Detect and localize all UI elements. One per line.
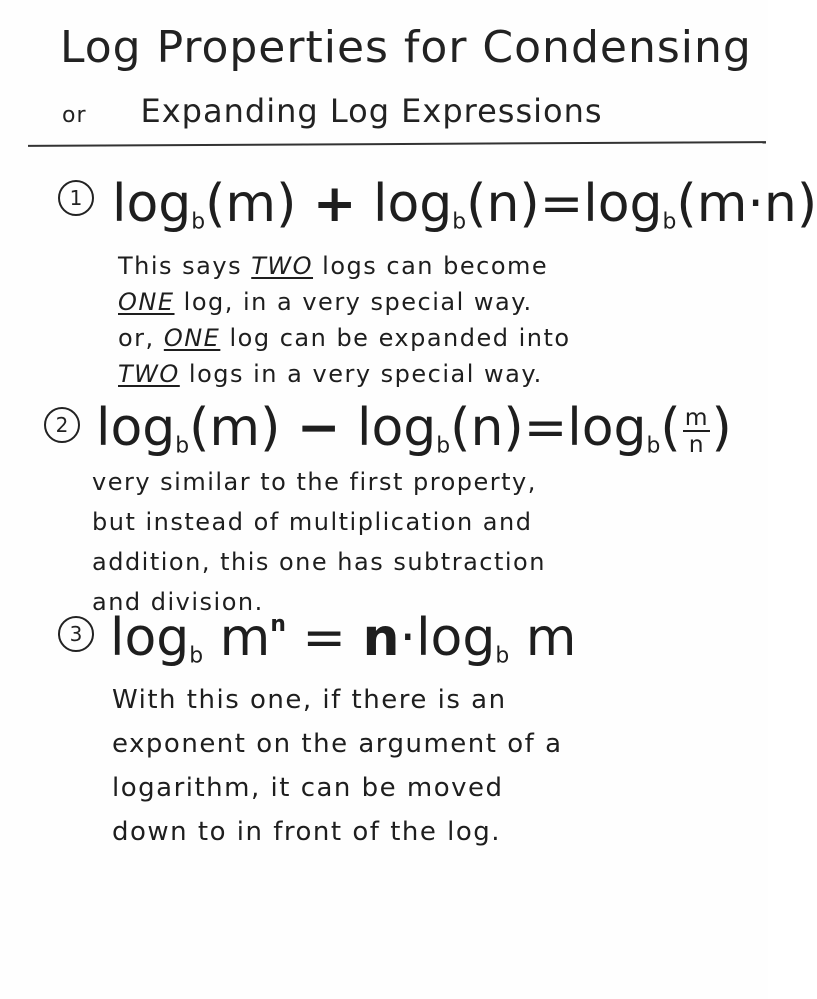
property-2-description xyxy=(92,462,546,622)
description-line: very similar to the first property, xyxy=(92,468,537,496)
formula-term: log xyxy=(112,174,192,234)
formula-term: log xyxy=(567,398,647,458)
property-1-number: 1 xyxy=(58,180,94,216)
description-text: log, in a very special way. xyxy=(183,288,533,316)
formula-base: b xyxy=(175,433,190,459)
formula-base: b xyxy=(646,433,661,459)
page-subtitle xyxy=(62,92,603,130)
formula-term: log xyxy=(373,174,453,234)
formula-arg: (m·n) xyxy=(676,174,817,234)
formula-base: b xyxy=(495,643,510,669)
formula-term: log xyxy=(416,608,496,668)
formula-base: b xyxy=(189,643,204,669)
property-1-description xyxy=(118,248,571,392)
formula-term: log xyxy=(357,398,437,458)
formula-base: b xyxy=(452,209,467,235)
minus-operator: − xyxy=(296,398,341,458)
description-line: addition, this one has subtraction xyxy=(92,548,546,576)
description-line: exponent on the argument of a xyxy=(112,729,563,759)
emphasis-word: TWO xyxy=(251,252,314,280)
property-2-formula: $\log_b(m) - \log_b(n)=\log_b$( $\frac{m}{n}$ ) xyxy=(96,398,732,459)
formula-arg: (n)= xyxy=(466,174,584,234)
plus-operator: + xyxy=(312,174,357,234)
formula-term: log xyxy=(583,174,663,234)
description-line: down to in front of the log. xyxy=(112,817,502,847)
description-text: logs in a very special way. xyxy=(188,360,543,388)
description-line xyxy=(118,248,571,284)
title-divider xyxy=(28,141,766,147)
formula-term: log xyxy=(96,398,176,458)
description-line xyxy=(118,284,571,320)
property-3-number: 3 xyxy=(58,616,94,652)
formula-arg: m xyxy=(525,608,577,668)
exponent: n xyxy=(270,611,286,637)
equals-sign: = xyxy=(302,608,346,668)
formula-arg: m xyxy=(219,608,271,668)
description-text: or, xyxy=(118,324,155,352)
formula-arg: (m) xyxy=(205,174,297,234)
description-line xyxy=(118,356,571,392)
property-1-formula xyxy=(112,174,817,235)
formula-term: log xyxy=(110,608,190,668)
property-2-number: 2 xyxy=(44,407,80,443)
subtitle-prefix: or xyxy=(62,103,87,128)
formula-base: b xyxy=(191,209,206,235)
formula-arg: (n)= xyxy=(450,398,568,458)
emphasis-word: TWO xyxy=(118,360,180,388)
subtitle-text: Expanding Log Expressions xyxy=(140,92,603,130)
fraction-numerator: m xyxy=(684,403,708,432)
description-line: With this one, if there is an xyxy=(112,685,507,715)
description-line xyxy=(118,320,571,356)
description-line: and division. xyxy=(92,588,264,616)
page-title: Log Properties for Condensing xyxy=(60,22,752,73)
coefficient: n xyxy=(362,608,400,668)
description-line: logarithm, it can be moved xyxy=(112,773,504,803)
emphasis-word: ONE xyxy=(163,324,221,352)
multiply-dot: · xyxy=(399,608,417,668)
description-text: log can be expanded into xyxy=(229,324,571,352)
description-text: logs can become xyxy=(322,252,549,280)
formula-base: b xyxy=(436,433,451,459)
description-line: but instead of multiplication and xyxy=(92,508,533,536)
fraction-denominator: n xyxy=(688,430,704,458)
emphasis-word: ONE xyxy=(118,288,175,316)
formula-arg: (m) xyxy=(189,398,281,458)
property-3-formula xyxy=(110,608,576,669)
fraction xyxy=(683,405,710,456)
description-text: This says xyxy=(118,252,243,280)
property-3-description xyxy=(112,678,563,854)
formula-base: b xyxy=(662,209,677,235)
